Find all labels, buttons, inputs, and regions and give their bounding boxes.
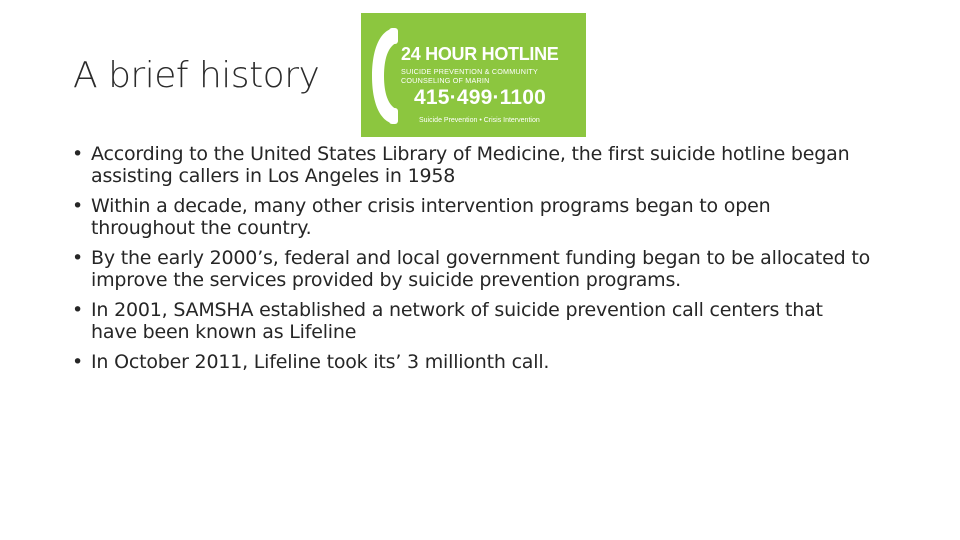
bullet-text: Within a decade, many other crisis intervention programs began to open throughout the country. <box>91 195 771 239</box>
bullet-item <box>72 299 872 343</box>
bullet-dot: • <box>72 351 84 373</box>
bullet-dot: • <box>72 195 84 217</box>
logo-tagline: Suicide Prevention • Crisis Intervention <box>419 117 540 124</box>
bullet-text: In 2001, SAMSHA established a network of suicide prevention call centers that have been known as Lifeline <box>91 299 823 343</box>
logo-headline: 24 HOUR HOTLINE <box>401 44 559 64</box>
bullet-item <box>72 143 872 187</box>
hotline-logo <box>361 13 586 137</box>
logo-subtitle: SUICIDE PREVENTION & COMMUNITY COUNSELING OF MARIN <box>401 67 538 85</box>
bullet-dot: • <box>72 299 84 321</box>
phone-icon <box>369 27 399 125</box>
bullet-text: By the early 2000’s, federal and local government funding began to be allocated to improve the services provided by suicide prevention programs. <box>91 247 871 291</box>
bullet-item <box>72 351 872 373</box>
bullet-list <box>72 143 872 381</box>
bullet-item <box>72 195 872 239</box>
bullet-text: In October 2011, Lifeline took its’ 3 millionth call. <box>91 351 550 373</box>
bullet-item <box>72 247 872 291</box>
slide-title: A brief history <box>73 55 320 96</box>
bullet-dot: • <box>72 247 84 269</box>
logo-phone-number: 415·499·1100 <box>414 86 547 109</box>
bullet-dot: • <box>72 143 84 165</box>
bullet-text: According to the United States Library of Medicine, the first suicide hotline began assisting callers in Los Angeles in 1958 <box>91 143 850 187</box>
